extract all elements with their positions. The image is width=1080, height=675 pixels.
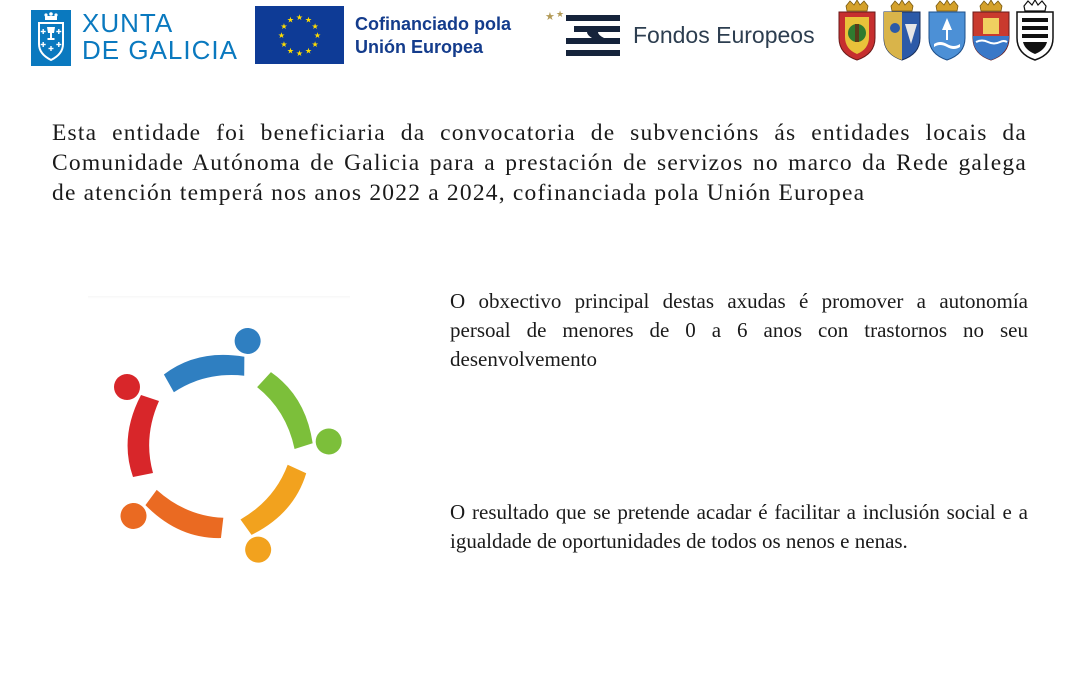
result-paragraph: O resultado que se pretende acadar é facilitar a inclusión social e a igualdade de oportunidades de todos os nenos e nenas. <box>450 500 1028 553</box>
figure-red <box>114 374 159 477</box>
eu-star-icon: ★ <box>311 22 319 31</box>
xunta-emblem-icon <box>31 10 71 66</box>
eu-line-2: Unión Europea <box>355 37 484 57</box>
xunta-wordmark <box>82 10 238 64</box>
eu-star-icon: ★ <box>277 31 286 40</box>
objective-paragraph: O obxectivo principal destas axudas é promover a autonomía persoal de menores de 0 a 6 anos con trastornos no seu desenvolvemento <box>450 289 1028 371</box>
intro-paragraph: Esta entidade foi beneficiaria da convocatoria de subvencións ás entidades locais da Comunidade Autónoma de Galicia para a prestación de servizos no marco da Rede galega de atención temperá nos anos 2022 a 2024, cofinanciada pola Unión Europea <box>52 120 1027 206</box>
figure-green <box>250 361 347 471</box>
eu-star-icon: ★ <box>295 13 304 22</box>
xunta-line-2: DE GALICIA <box>82 35 238 65</box>
fondos-europeos-label: Fondos Europeos <box>633 22 815 48</box>
eu-star-icon: ★ <box>311 40 319 49</box>
eu-star-icon: ★ <box>286 46 295 56</box>
svg-text:★: ★ <box>545 10 555 23</box>
eu-star-icon: ★ <box>280 22 288 31</box>
logo-strip <box>0 0 1080 80</box>
municipal-crest-5-icon <box>1014 0 1056 62</box>
eu-star-icon: ★ <box>280 40 288 49</box>
eu-star-icon: ★ <box>286 15 295 25</box>
people-circle-icon <box>88 296 350 564</box>
municipal-crest-4-icon <box>970 0 1012 62</box>
eu-star-icon: ★ <box>304 15 313 25</box>
eu-line-1: Cofinanciado pola <box>355 14 512 34</box>
eu-star-icon: ★ <box>304 46 313 56</box>
municipal-crest-3-icon <box>926 0 968 62</box>
figure-yellow <box>225 458 322 564</box>
fondos-europeos-emblem-icon <box>544 8 624 62</box>
svg-text:★: ★ <box>556 10 565 20</box>
eu-flag-icon <box>255 6 344 64</box>
xunta-line-1: XUNTA <box>82 8 174 38</box>
eu-star-icon: ★ <box>295 49 304 58</box>
figure-blue <box>158 325 270 400</box>
eu-star-icon: ★ <box>313 31 322 40</box>
municipal-crest-2-icon <box>881 0 923 62</box>
municipal-crest-1-icon <box>836 0 878 62</box>
figure-orange <box>117 482 229 557</box>
eu-cofinancing-label <box>355 13 511 59</box>
